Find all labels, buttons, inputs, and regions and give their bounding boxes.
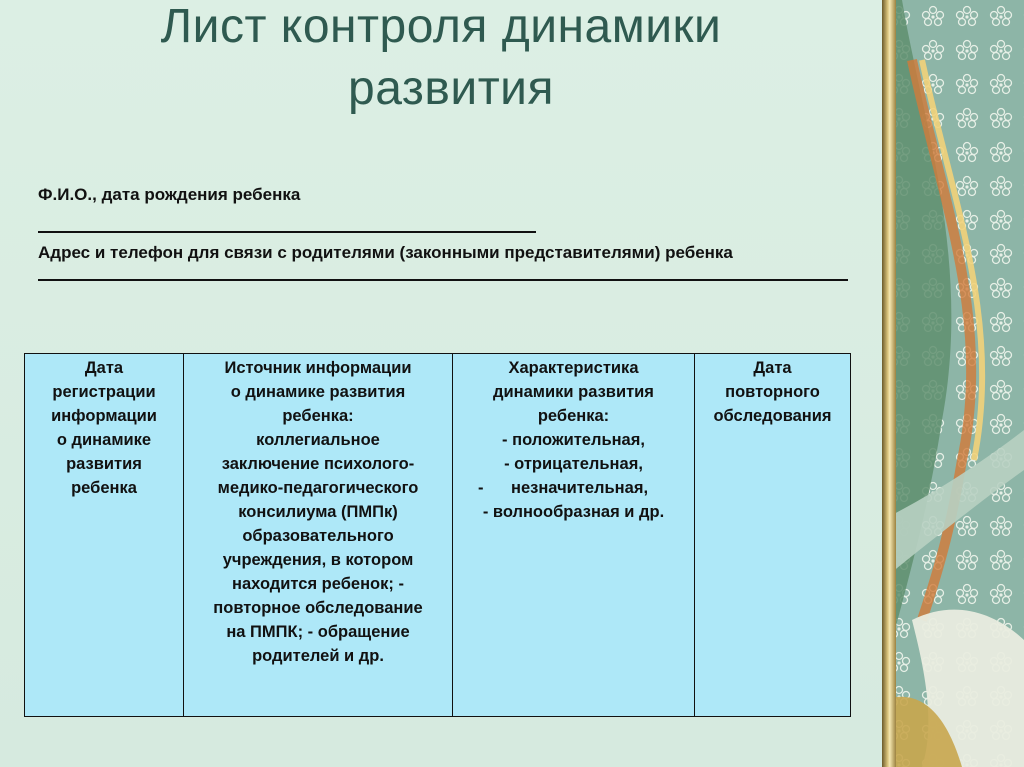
form-area: [38, 183, 858, 281]
table-row: [25, 354, 851, 717]
cell-characteristic-heading: Характеристика динамики развития ребенка:: [493, 359, 654, 425]
table-cell-reexamination-date: [695, 354, 851, 717]
characteristic-item-positive: - положительная,: [502, 431, 645, 449]
characteristic-item-negative: - отрицательная,: [504, 455, 643, 473]
page-title: [0, 0, 882, 120]
characteristic-item-wavy: - волнообразная и др.: [482, 503, 665, 521]
decorative-fabric-pattern: [882, 0, 1024, 767]
title-line-1: Лист контроля динамики: [160, 0, 722, 53]
table-cell-information-source: [184, 354, 453, 717]
dynamics-table: [24, 353, 851, 717]
gold-border-strip: [882, 0, 896, 767]
cell-reexamination-date-text: Дата повторного обследования: [713, 359, 832, 425]
address-blank-line: [38, 265, 848, 281]
table-cell-characteristic: [453, 354, 695, 717]
characteristic-list: [456, 428, 691, 524]
characteristic-item-insignificant: - незначительная,: [478, 479, 649, 497]
fio-label: Ф.И.О., дата рождения ребенка: [38, 185, 301, 204]
title-line-2: развития: [348, 62, 554, 115]
cell-registration-date-text: Дата регистрации информации о динамике развития ребенка: [51, 359, 157, 497]
cell-information-source-text: Источник информации о динамике развития ребенка: коллегиальное заключение психолого- медико-педагогического консилиума (ПМПк) образовательного учреждения, в котором находится ребенок; - повторное обследование на ПМПК; - обращение родителей и др.: [213, 359, 423, 665]
table-cell-registration-date: [25, 354, 184, 717]
address-label: Адрес и телефон для связи с родителями (законными представителями) ребенка: [38, 243, 733, 262]
fio-blank-line: [38, 209, 536, 233]
